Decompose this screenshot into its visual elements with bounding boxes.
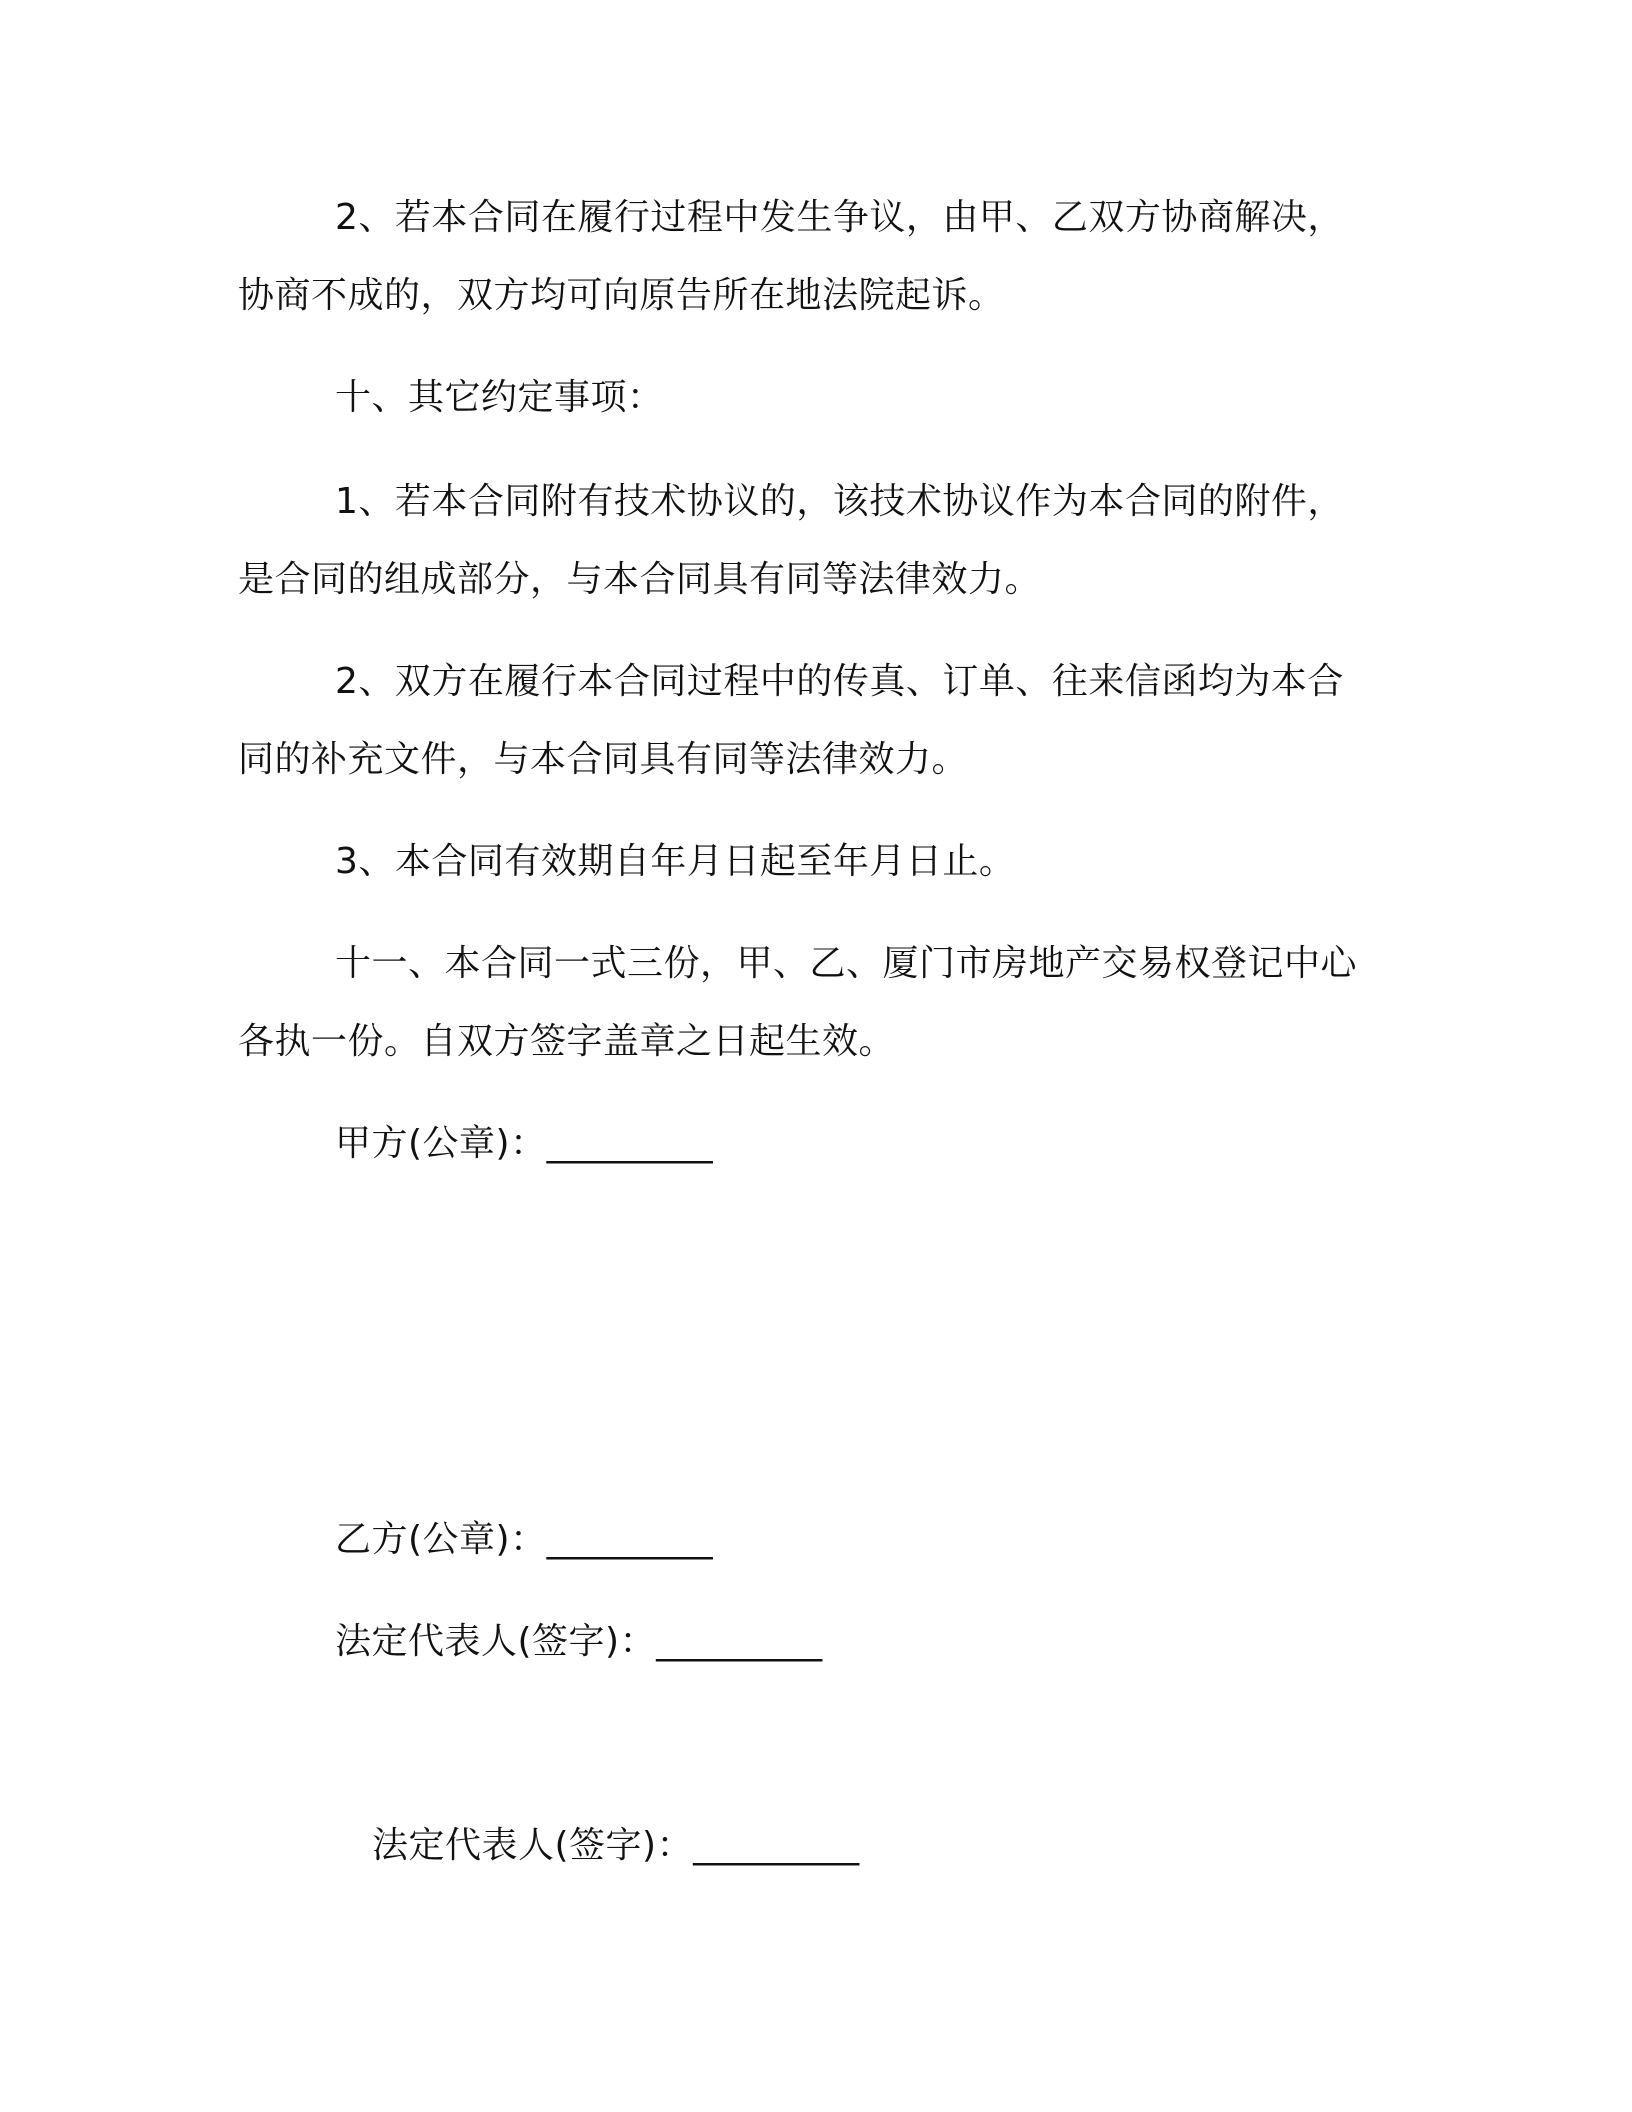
section-11-line-2: 各执一份。自双方签字盖章之日起生效。 xyxy=(238,1021,896,1062)
legal-representative-signature-line-1: 法定代表人(签字)：_________ xyxy=(335,1621,823,1662)
clause-9-2-line-2: 协商不成的，双方均可向原告所在地法院起诉。 xyxy=(238,275,1005,316)
clause-9-2-line-1: 2、若本合同在履行过程中发生争议，由甲、乙双方协商解决， xyxy=(335,197,1344,238)
clause-10-2-line-1: 2、双方在履行本合同过程中的传真、订单、往来信函均为本合 xyxy=(335,661,1344,702)
clause-10-1-line-2: 是合同的组成部分，与本合同具有同等法律效力。 xyxy=(238,559,1042,600)
party-a-seal-line: 甲方(公章)：_________ xyxy=(335,1123,714,1164)
clause-10-3-line: 3、本合同有效期自年月日起至年月日止。 xyxy=(335,841,1016,882)
clause-10-1-line-1: 1、若本合同附有技术协议的，该技术协议作为本合同的附件， xyxy=(335,481,1344,522)
clause-10-2-line-2: 同的补充文件，与本合同具有同等法律效力。 xyxy=(238,739,969,780)
party-b-seal-line: 乙方(公章)：_________ xyxy=(335,1519,714,1560)
section-10-heading: 十、其它约定事项： xyxy=(335,377,664,418)
section-11-line-1: 十一、本合同一式三份，甲、乙、厦门市房地产交易权登记中心 xyxy=(335,943,1358,984)
legal-representative-signature-line-2: 法定代表人(签字)：_________ xyxy=(372,1825,860,1866)
